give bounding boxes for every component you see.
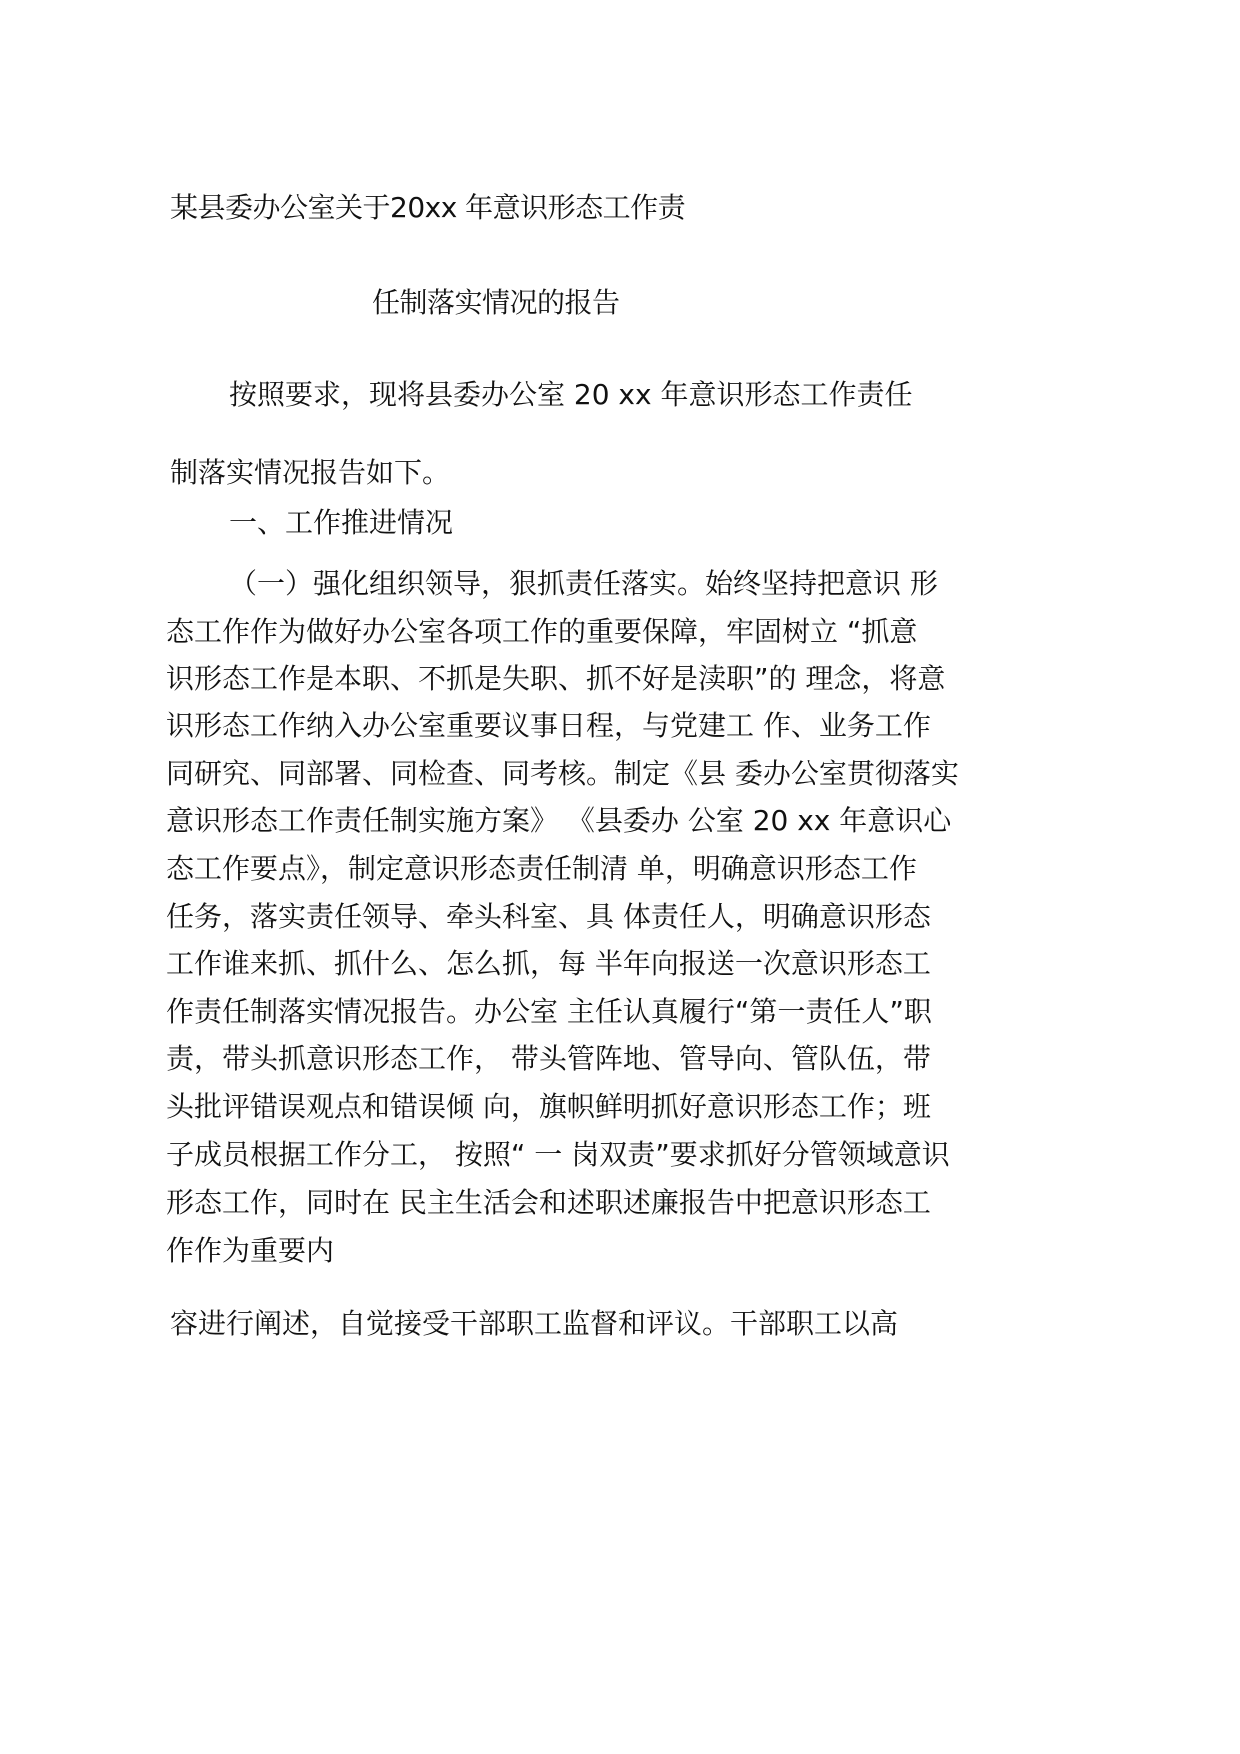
paragraph-line: 识形态工作是本职、不抓是失职、抓不好是渎职”的 理念，将意	[166, 662, 946, 695]
paragraph-line: 作作为重要内	[166, 1234, 335, 1267]
paragraph-line: 责，带头抓意识形态工作， 带头管阵地、管导向、管队伍，带	[166, 1042, 931, 1075]
document-title-line-1: 某县委办公室关于20xx 年意识形态工作责	[170, 191, 686, 224]
paragraph-line: 识形态工作纳入办公室重要议事日程，与党建工 作、业务工作	[166, 709, 931, 742]
section-heading: 一、工作推进情况	[229, 506, 454, 539]
intro-line-2: 制落实情况报告如下。	[170, 456, 451, 489]
paragraph-line: 头批评错误观点和错误倾 向，旗帜鲜明抓好意识形态工作；班	[166, 1090, 931, 1123]
paragraph-line: 作责任制落实情况报告。办公室 主任认真履行“第一责任人”职	[166, 995, 932, 1028]
paragraph-line: 形态工作，同时在 民主生活会和述职述廉报告中把意识形态工	[166, 1186, 931, 1219]
paragraph-line: 同研究、同部署、同检查、同考核。制定《县 委办公室贯彻落实	[166, 757, 959, 790]
document-title-line-2: 任制落实情况的报告	[372, 286, 620, 319]
paragraph-line: 工作谁来抓、抓什么、怎么抓，每 半年向报送一次意识形态工	[166, 947, 931, 980]
paragraph-line: 态工作要点》，制定意识形态责任制清 单，明确意识形态工作	[166, 852, 917, 885]
paragraph-line: 态工作作为做好办公室各项工作的重要保障，牢固树立 “抓意	[166, 615, 918, 648]
intro-line-1: 按照要求，现将县委办公室 20 xx 年意识形态工作责任	[229, 378, 913, 411]
paragraph-line: 意识形态工作责任制实施方案》 《县委办 公室 20 xx 年意识心	[166, 804, 952, 837]
paragraph-continuation-line: 容进行阐述，自觉接受干部职工监督和评议。干部职工以高	[170, 1307, 899, 1340]
paragraph-line: 子成员根据工作分工， 按照“ 一 岗双责”要求抓好分管领域意识	[166, 1138, 950, 1171]
paragraph-line: （一）强化组织领导，狠抓责任落实。始终坚持把意识 形	[229, 567, 938, 600]
paragraph-line: 任务，落实责任领导、牵头科室、具 体责任人，明确意识形态	[166, 900, 931, 933]
